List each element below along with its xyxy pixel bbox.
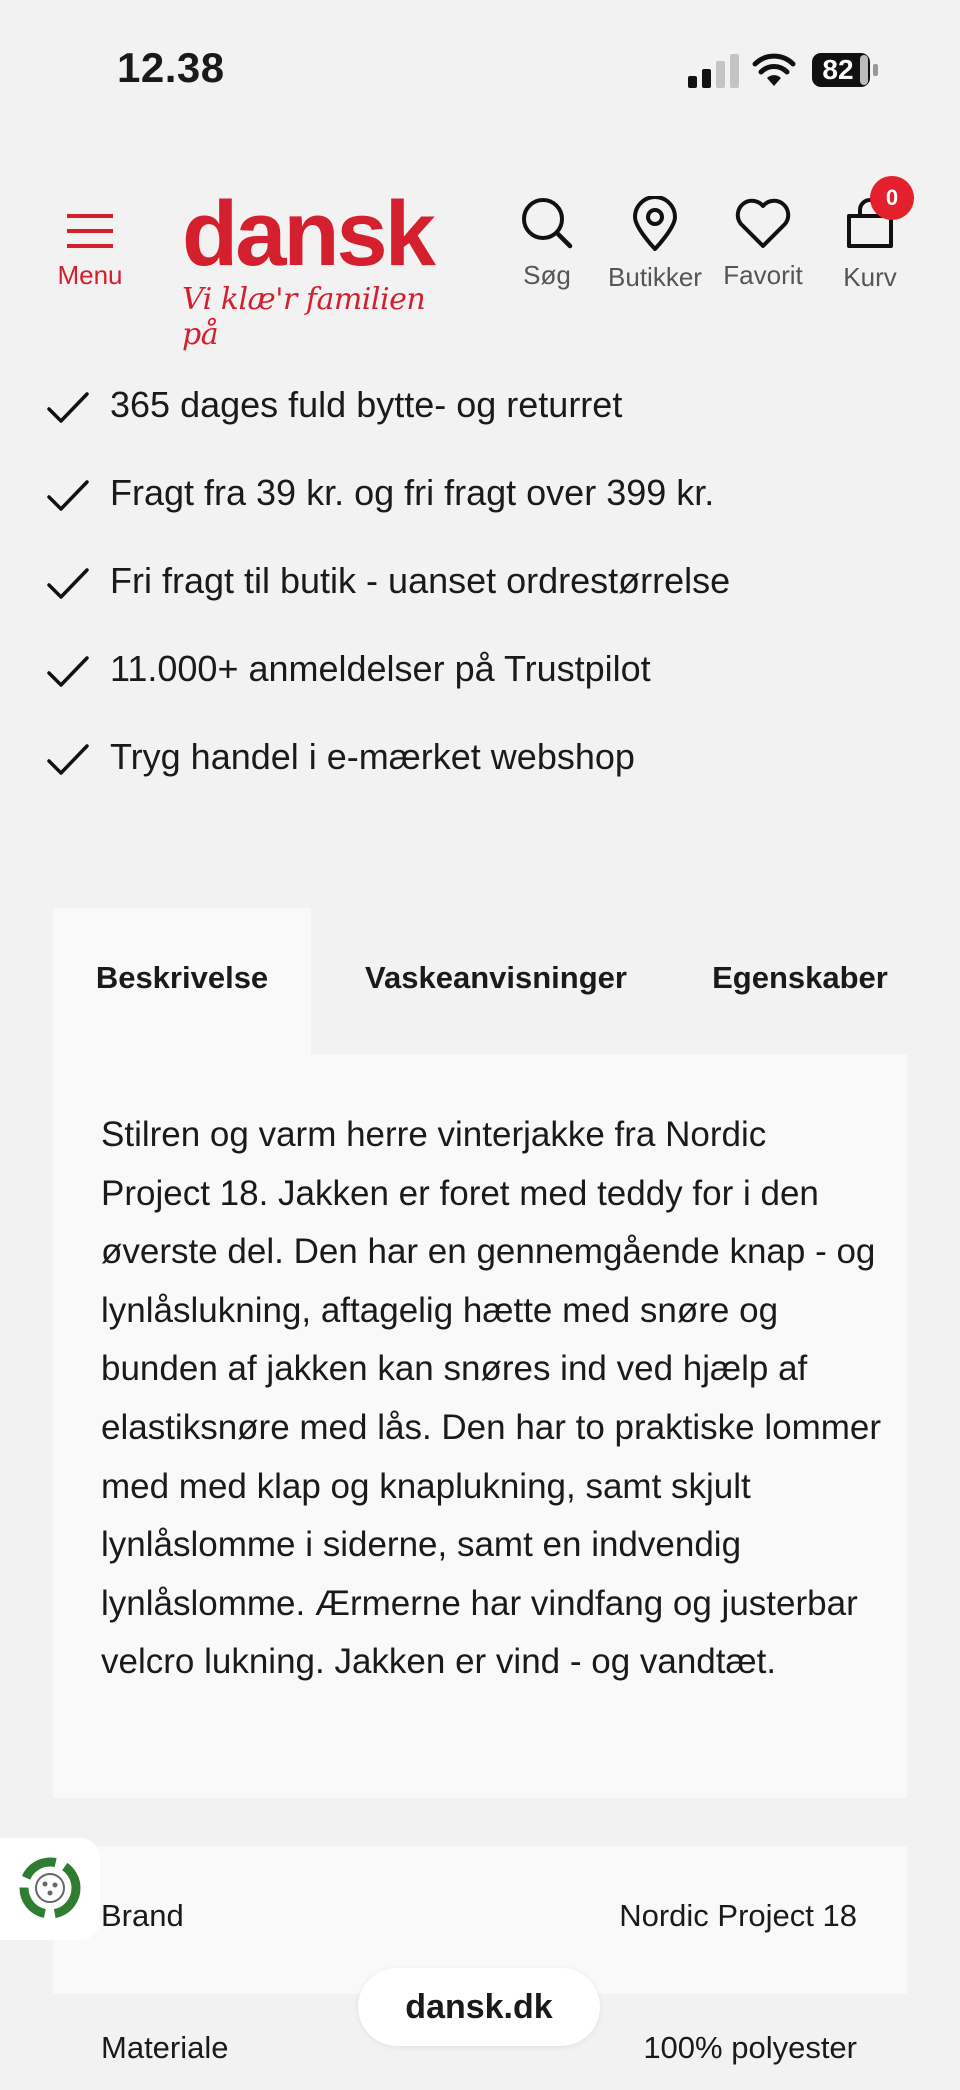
usp-item <box>46 384 926 472</box>
usp-text: Tryg handel i e-mærket webshop <box>110 736 635 777</box>
usp-text: 365 dages fuld bytte- og returret <box>110 384 623 425</box>
wifi-icon <box>752 52 796 88</box>
usp-item <box>46 472 926 560</box>
dansk-logo[interactable] <box>182 183 462 352</box>
spec-label: Brand <box>101 1898 184 1933</box>
status-bar <box>0 0 960 140</box>
spec-value: 100% polyester <box>643 2030 857 2065</box>
status-time: 12.38 <box>117 44 225 91</box>
stores-button[interactable] <box>600 196 710 316</box>
location-pin-icon <box>630 196 680 252</box>
spec-label: Materiale <box>101 2030 229 2065</box>
site-header <box>0 180 960 352</box>
heart-icon <box>734 196 792 250</box>
product-description: Stilren og varm herre vinterjakke fra Nordic Project 18. Jakken er foret med teddy for i den øverste del. Den har en gennemgående knap - og lynlåslukning, aftagelig hætte med snøre og bunden af jakken kan snøres ind ved hjælp af elastiksnøre med lås. Den har to praktiske lommer med med klap og knaplukning, samt skjult lynlåslomme i siderne, samt en indvendig lynlåslomme. Ærmerne har vindfang og justerbar velcro lukning. Jakken er vind - og vandtæt. <box>101 1115 881 1682</box>
cart-label: Kurv <box>843 262 897 292</box>
spec-value[interactable]: Nordic Project 18 <box>619 1898 857 1933</box>
tab-properties[interactable]: Egenskaber <box>712 960 888 995</box>
usp-text: 11.000+ anmeldelser på Trustpilot <box>110 648 651 689</box>
logo-tagline: Vi klæ'r familien på <box>182 282 426 352</box>
usp-item <box>46 648 926 736</box>
menu-label: Menu <box>57 260 123 290</box>
checkmark-icon <box>46 390 90 426</box>
usp-item <box>46 560 926 648</box>
favorites-button[interactable] <box>716 196 810 316</box>
checkmark-icon <box>46 566 90 602</box>
search-button[interactable] <box>507 196 587 316</box>
logo-wordmark: dansk <box>182 183 433 285</box>
menu-button[interactable] <box>52 210 128 310</box>
usp-list <box>46 384 926 824</box>
checkmark-icon <box>46 654 90 690</box>
hamburger-icon <box>65 210 115 252</box>
recycle-icon <box>14 1852 86 1924</box>
usp-item <box>46 736 926 824</box>
cart-count-badge: 0 <box>870 176 914 220</box>
product-info-tabs <box>53 908 907 1056</box>
checkmark-icon <box>46 478 90 514</box>
cellular-signal-icon <box>688 54 740 88</box>
search-icon <box>520 196 574 250</box>
usp-text: Fri fragt til butik - uanset ordrestørrelse <box>110 560 731 601</box>
tab-description[interactable]: Beskrivelse <box>53 908 311 1056</box>
stores-label: Butikker <box>608 262 702 292</box>
checkmark-icon <box>46 742 90 778</box>
battery-icon <box>811 52 879 88</box>
battery-level: 82 <box>822 54 854 85</box>
search-label: Søg <box>523 260 571 290</box>
browser-url-pill[interactable]: dansk.dk <box>358 1968 600 2046</box>
usp-text: Fragt fra 39 kr. og fri fragt over 399 kr. <box>110 472 715 513</box>
tab-washing-instructions[interactable]: Vaskeanvisninger <box>365 960 627 995</box>
eco-badge[interactable] <box>0 1838 100 1940</box>
favorites-label: Favorit <box>723 260 803 290</box>
description-panel <box>53 1054 907 1798</box>
